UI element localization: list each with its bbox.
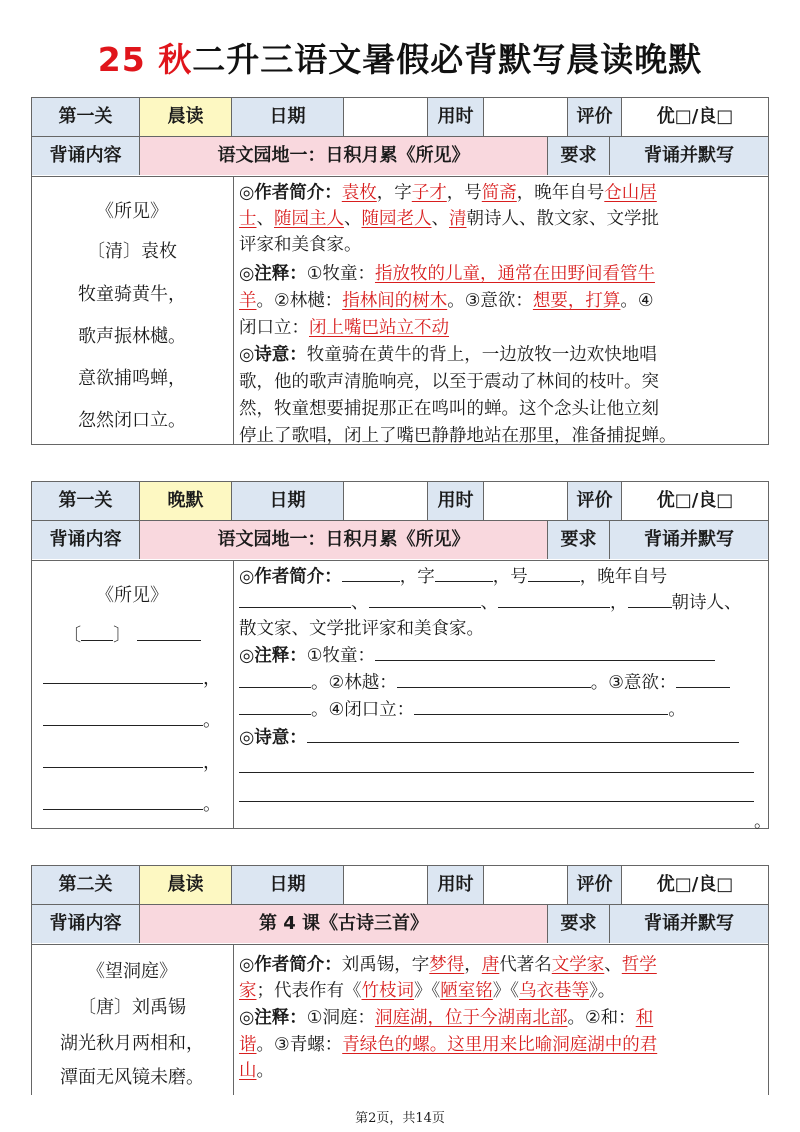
note-line: 山。 <box>239 1061 274 1081</box>
session-cell: 晚默 <box>140 482 232 520</box>
page-title: 25 秋二升三语文暑假必背默写晨读晚默 <box>97 40 703 79</box>
date-field[interactable] <box>344 98 428 136</box>
meaning-line: 停止了歌唱，闭上了嘴巴静静地站在那里，准备捕捉蝉。 <box>239 426 677 446</box>
eval-options[interactable]: 优□/良□ <box>622 98 768 136</box>
requirement-value: 背诵并默写 <box>610 137 768 175</box>
level-cell: 第一关 <box>32 482 140 520</box>
poem-line: 歌声振林樾。 <box>78 326 186 347</box>
level-cell: 第二关 <box>32 866 140 904</box>
meaning-blank[interactable] <box>307 726 739 743</box>
note-blank[interactable] <box>375 644 715 661</box>
meaning-blank[interactable] <box>239 772 754 773</box>
author-blank-line: 〔 〕 <box>32 621 232 647</box>
level-cell: 第一关 <box>32 98 140 136</box>
author-line: 士、随园主人、随园老人、清朝诗人、散文家、文学批 <box>239 209 659 229</box>
poem-title: 《望洞庭》 <box>87 961 177 982</box>
content-area <box>31 945 769 1095</box>
date-label: 日期 <box>232 866 344 904</box>
author-line: 家；代表作有《竹枝词》《陋室铭》《乌衣巷等》。 <box>239 981 616 1001</box>
info-bar <box>31 97 769 137</box>
content-value: 第 4 课《古诗三首》 <box>140 905 548 943</box>
content-bar <box>31 137 769 177</box>
poem-author: 〔清〕袁枚 <box>87 241 177 262</box>
note-line: ◎注释：①洞庭：洞庭湖，位于今湖南北部。②和：和 <box>239 1008 654 1028</box>
time-field[interactable] <box>484 482 568 520</box>
eval-label: 评价 <box>568 98 622 136</box>
poem-title: 《所见》 <box>96 585 168 606</box>
content-value: 语文园地一：日积月累《所见》 <box>140 137 548 175</box>
author-line: 、 、 ， 朝诗人、 <box>239 589 742 614</box>
time-field[interactable] <box>484 98 568 136</box>
author-line: ◎作者简介： ，字 ，号 ，晚年自号 <box>239 567 668 587</box>
note-blank[interactable] <box>414 698 668 715</box>
poem-line: 意欲捕鸣蝉， <box>78 368 186 389</box>
content-label: 背诵内容 <box>32 521 140 559</box>
poem-column <box>32 177 234 444</box>
poem-title: 《所见》 <box>96 201 168 222</box>
requirement-value: 背诵并默写 <box>610 521 768 559</box>
alias-blank[interactable] <box>239 591 351 608</box>
poem-author: 〔唐〕刘禹锡 <box>78 997 186 1018</box>
content-value: 语文园地一：日积月累《所见》 <box>140 521 548 559</box>
requirement-value: 背诵并默写 <box>610 905 768 943</box>
content-label: 背诵内容 <box>32 137 140 175</box>
author-blank[interactable] <box>137 624 201 641</box>
note-blank[interactable] <box>239 698 311 715</box>
content-bar <box>31 521 769 561</box>
eval-options[interactable]: 优□/良□ <box>622 482 768 520</box>
eval-label: 评价 <box>568 482 622 520</box>
eval-label: 评价 <box>568 866 622 904</box>
poem-column <box>32 945 234 1095</box>
dynasty-blank[interactable] <box>81 624 113 641</box>
dynasty-blank[interactable] <box>628 591 672 608</box>
line-blank[interactable] <box>43 667 203 684</box>
date-field[interactable] <box>344 482 428 520</box>
note-blank[interactable] <box>397 671 591 688</box>
poem-line: 忽然闭口立。 <box>78 410 186 431</box>
content-label: 背诵内容 <box>32 905 140 943</box>
session-cell: 晨读 <box>140 98 232 136</box>
note-line: ◎注释：①牧童： <box>239 642 715 667</box>
alias-blank[interactable] <box>369 591 481 608</box>
date-field[interactable] <box>344 866 428 904</box>
author-line: ◎作者简介：刘禹锡，字梦得，唐代著名文学家、哲学 <box>239 955 657 975</box>
poem-line: 牧童骑黄牛， <box>78 284 186 305</box>
date-label: 日期 <box>232 98 344 136</box>
alias-blank[interactable] <box>498 591 610 608</box>
line-blank[interactable] <box>43 751 203 768</box>
line-blank[interactable] <box>43 709 203 726</box>
meaning-blank[interactable] <box>239 801 754 802</box>
note-blank[interactable] <box>239 671 311 688</box>
requirement-label: 要求 <box>548 137 610 175</box>
name-blank[interactable] <box>342 565 400 582</box>
poem-blank-line: 。 <box>32 706 232 732</box>
poem-column <box>32 561 234 828</box>
time-label: 用时 <box>428 866 484 904</box>
hao-blank[interactable] <box>528 565 580 582</box>
requirement-label: 要求 <box>548 905 610 943</box>
author-line: 评家和美食家。 <box>239 235 362 255</box>
content-area <box>31 561 772 832</box>
date-label: 日期 <box>232 482 344 520</box>
content-area <box>31 177 769 445</box>
note-line: 谐。③青螺：青绿色的螺。这里用来比喻洞庭湖中的君 <box>239 1035 658 1055</box>
poem-blank-line: 。 <box>32 790 232 816</box>
author-line: 散文家、文学批评家和美食家。 <box>239 619 484 639</box>
line-blank[interactable] <box>43 793 203 810</box>
meaning-line: 歌，他的歌声清脆响亮，以至于震动了林间的枝叶。突 <box>239 372 659 392</box>
note-blank[interactable] <box>676 671 730 688</box>
meaning-line: 然，牧童想要捕捉那正在鸣叫的蝉。这个念头让他立刻 <box>239 399 659 419</box>
meaning-line: ◎诗意： <box>239 724 739 749</box>
zi-blank[interactable] <box>435 565 493 582</box>
session-cell: 晨读 <box>140 866 232 904</box>
poem-blank-line: ， <box>32 664 232 690</box>
poem-line: 湖光秋月两相和， <box>60 1033 204 1054</box>
time-label: 用时 <box>428 98 484 136</box>
eval-options[interactable]: 优□/良□ <box>622 866 768 904</box>
page-footer: 第2页，共14页 <box>355 1111 445 1126</box>
poem-line: 潭面无风镜未磨。 <box>60 1067 204 1088</box>
info-bar <box>31 865 769 905</box>
note-line: 。②林越： 。③意欲： <box>239 669 730 694</box>
time-field[interactable] <box>484 866 568 904</box>
poem-blank-line: ， <box>32 748 232 774</box>
info-bar <box>31 481 769 521</box>
author-line: ◎作者简介：袁枚，字子才，号简斋，晚年自号仓山居 <box>239 183 657 203</box>
note-line: 。④闭口立： 。 <box>239 696 686 721</box>
meaning-end: 。 <box>754 812 772 832</box>
requirement-label: 要求 <box>548 521 610 559</box>
note-line: ◎注释：①牧童：指放牧的儿童，通常在田野间看管牛 <box>239 264 655 284</box>
note-line: 羊。②林樾：指林间的树木。③意欲：想要，打算。④ <box>239 291 654 311</box>
meaning-line: ◎诗意：牧童骑在黄牛的背上，一边放牧一边欢快地唱 <box>239 345 657 365</box>
content-bar <box>31 905 769 945</box>
note-line: 闭口立：闭上嘴巴站立不动 <box>239 318 449 338</box>
time-label: 用时 <box>428 482 484 520</box>
